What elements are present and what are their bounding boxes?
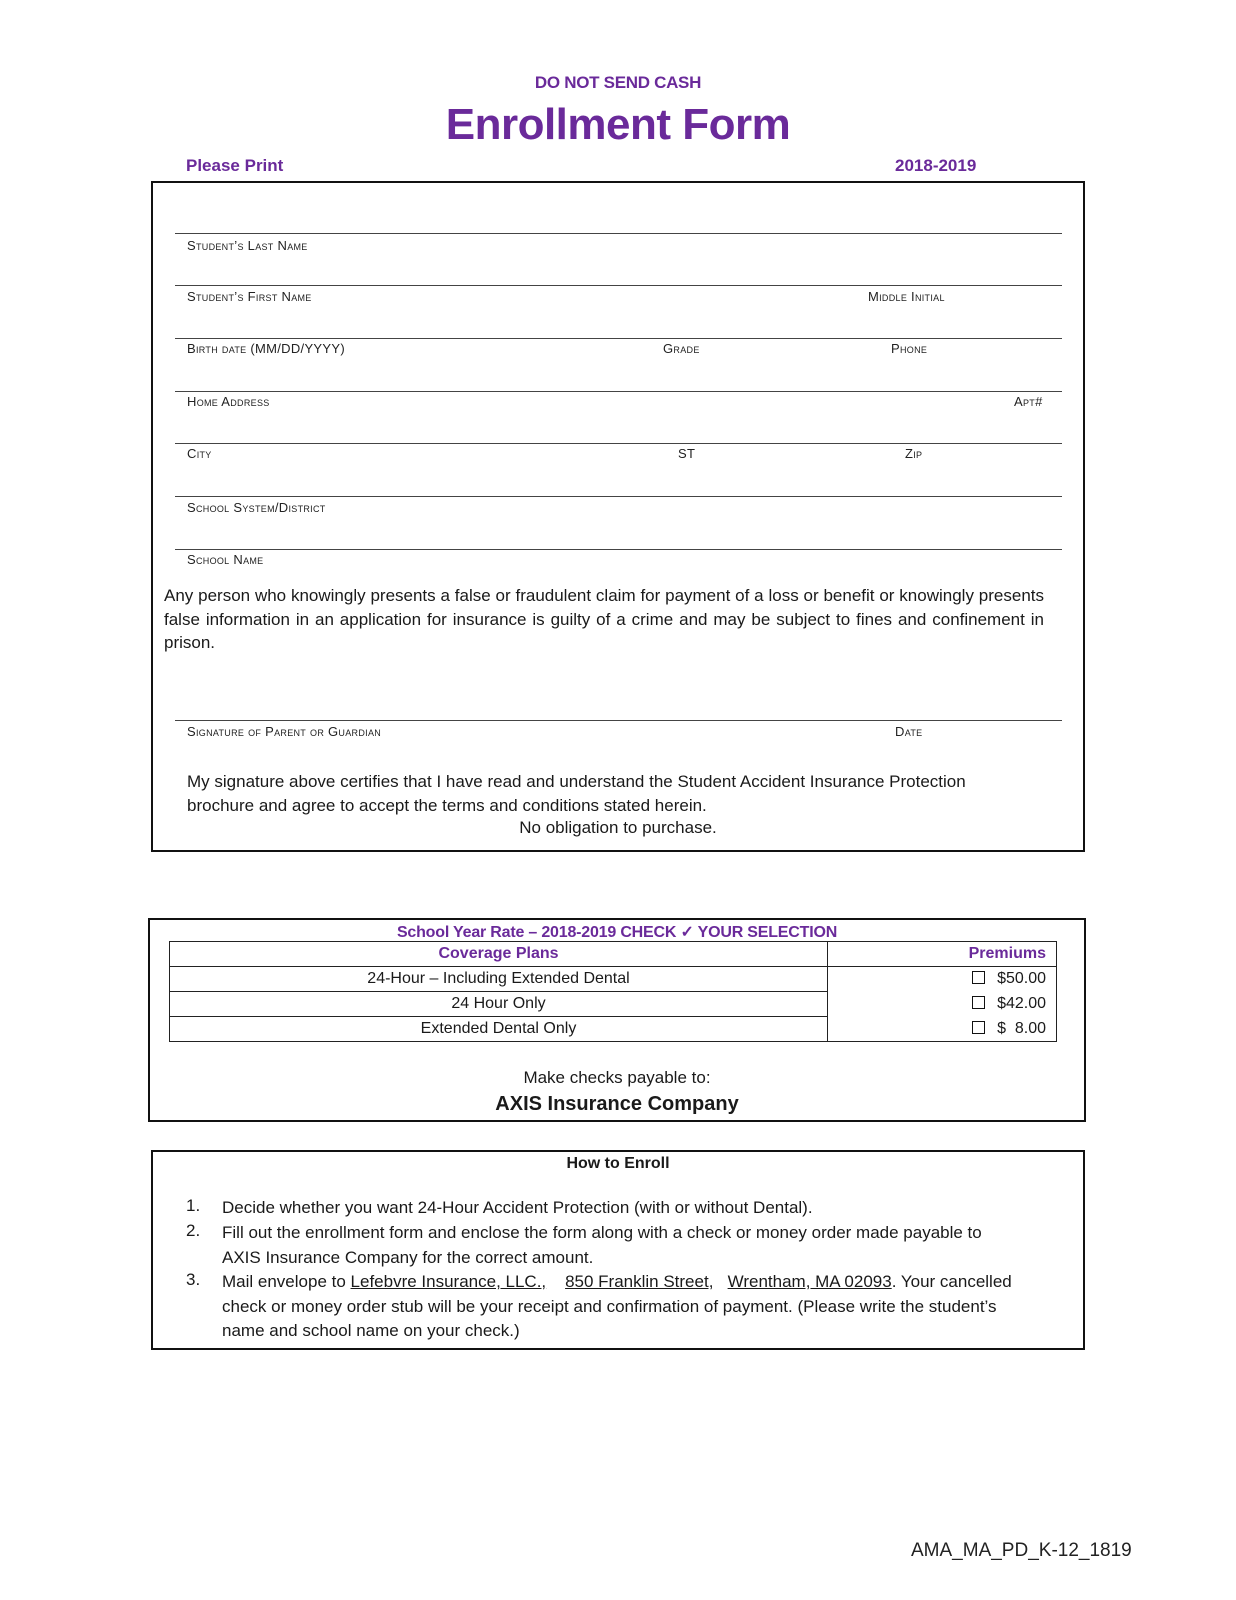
school-name-line[interactable] [175, 549, 1062, 550]
apt-label: Apt# [1014, 394, 1043, 409]
table-header-row [170, 942, 1057, 967]
no-obligation-text: No obligation to purchase. [519, 818, 717, 837]
school-system-line[interactable] [175, 496, 1062, 497]
premiums-header: Premiums [828, 942, 1057, 967]
checkbox-icon[interactable] [972, 971, 985, 984]
table-row [170, 967, 1057, 992]
first-name-label: Student’s First Name [187, 289, 312, 304]
premium-amount: $50.00 [997, 970, 1046, 988]
table-row [170, 1017, 1057, 1042]
table-row [170, 992, 1057, 1017]
step-number: 1. [186, 1196, 201, 1215]
city-label: City [187, 446, 212, 461]
school-name-label: School Name [187, 552, 264, 567]
birth-date-label: Birth date (MM/DD/YYYY) [187, 341, 345, 356]
grade-label: Grade [663, 341, 700, 356]
step-number: 3. [186, 1270, 201, 1289]
premium-option [828, 1017, 1057, 1042]
mailing-address-street: 850 Franklin Street, [565, 1272, 714, 1291]
step-2-text: Fill out the enrollment form and enclose the form along with a check or money order made payable to AXIS Insurance Company for the correct amount. [222, 1223, 982, 1267]
signature-line[interactable] [175, 720, 1062, 721]
plan-name: Extended Dental Only [170, 1017, 828, 1042]
coverage-plans-header: Coverage Plans [170, 942, 828, 967]
zip-label: Zip [905, 446, 923, 461]
date-label: Date [895, 724, 923, 739]
mailing-address-name: Lefebvre Insurance, LLC., [350, 1272, 547, 1291]
payable-company: AXIS Insurance Company [495, 1093, 739, 1115]
signature-label: Signature of Parent or Guardian [187, 724, 382, 739]
phone-label: Phone [891, 341, 928, 356]
premium-amount: $ 8.00 [997, 1019, 1046, 1037]
student-info-section [151, 181, 1085, 852]
plan-name: 24 Hour Only [170, 992, 828, 1017]
premium-amount: $42.00 [997, 995, 1046, 1012]
last-name-label: Student’s Last Name [187, 238, 308, 253]
step-3-text [222, 1270, 1012, 1344]
premium-option [828, 992, 1057, 1017]
home-address-line[interactable] [175, 391, 1062, 392]
plan-name: 24-Hour – Including Extended Dental [170, 967, 828, 992]
step-number: 2. [186, 1221, 201, 1240]
home-address-label: Home Address [187, 394, 270, 409]
premium-option [828, 967, 1057, 992]
last-name-line[interactable] [175, 233, 1062, 234]
middle-initial-label: Middle Initial [868, 289, 945, 304]
fraud-notice: Any person who knowingly presents a false or fraudulent claim for payment of a loss or benefit or knowingly presents false information in an application for insurance is guilty of a crime and may be subject to fines and confinement in prison. [164, 586, 1044, 652]
checkbox-icon[interactable] [972, 1021, 985, 1034]
state-label: ST [678, 446, 696, 461]
first-name-line[interactable] [175, 285, 1062, 286]
page-title: Enrollment Form [445, 100, 791, 149]
do-not-send-cash-notice: DO NOT SEND CASH [534, 73, 702, 92]
certification-text: My signature above certifies that I have read and understand the Student Accident Insurance Protection brochure and agree to accept the terms and conditions stated herein. [187, 772, 966, 815]
payable-to-label: Make checks payable to: [523, 1068, 711, 1087]
step-3-lead: Mail envelope to [222, 1272, 351, 1291]
document-code: AMA_MA_PD_K-12_1819 [911, 1540, 1132, 1561]
rates-table [169, 941, 1057, 1042]
step-3-tail: . Your cancelled check or money order stub will be your receipt and confirmation of payment. (Please write the student’s name and school name on your check.) [222, 1272, 1012, 1340]
mailing-address-city: Wrentham, MA 02093 [727, 1272, 892, 1291]
city-st-zip-line[interactable] [175, 443, 1062, 444]
rates-heading: School Year Rate – 2018-2019 CHECK ✓ YOUR SELECTION [396, 924, 838, 941]
checkbox-icon[interactable] [972, 996, 985, 1009]
step-1-text: Decide whether you want 24-Hour Accident Protection (with or without Dental). [222, 1198, 813, 1217]
school-year-label: 2018-2019 [895, 156, 977, 175]
school-system-label: School System/District [187, 500, 326, 515]
how-to-enroll-title: How to Enroll [566, 1155, 670, 1172]
please-print-label: Please Print [186, 156, 284, 175]
birthdate-grade-phone-line[interactable] [175, 338, 1062, 339]
